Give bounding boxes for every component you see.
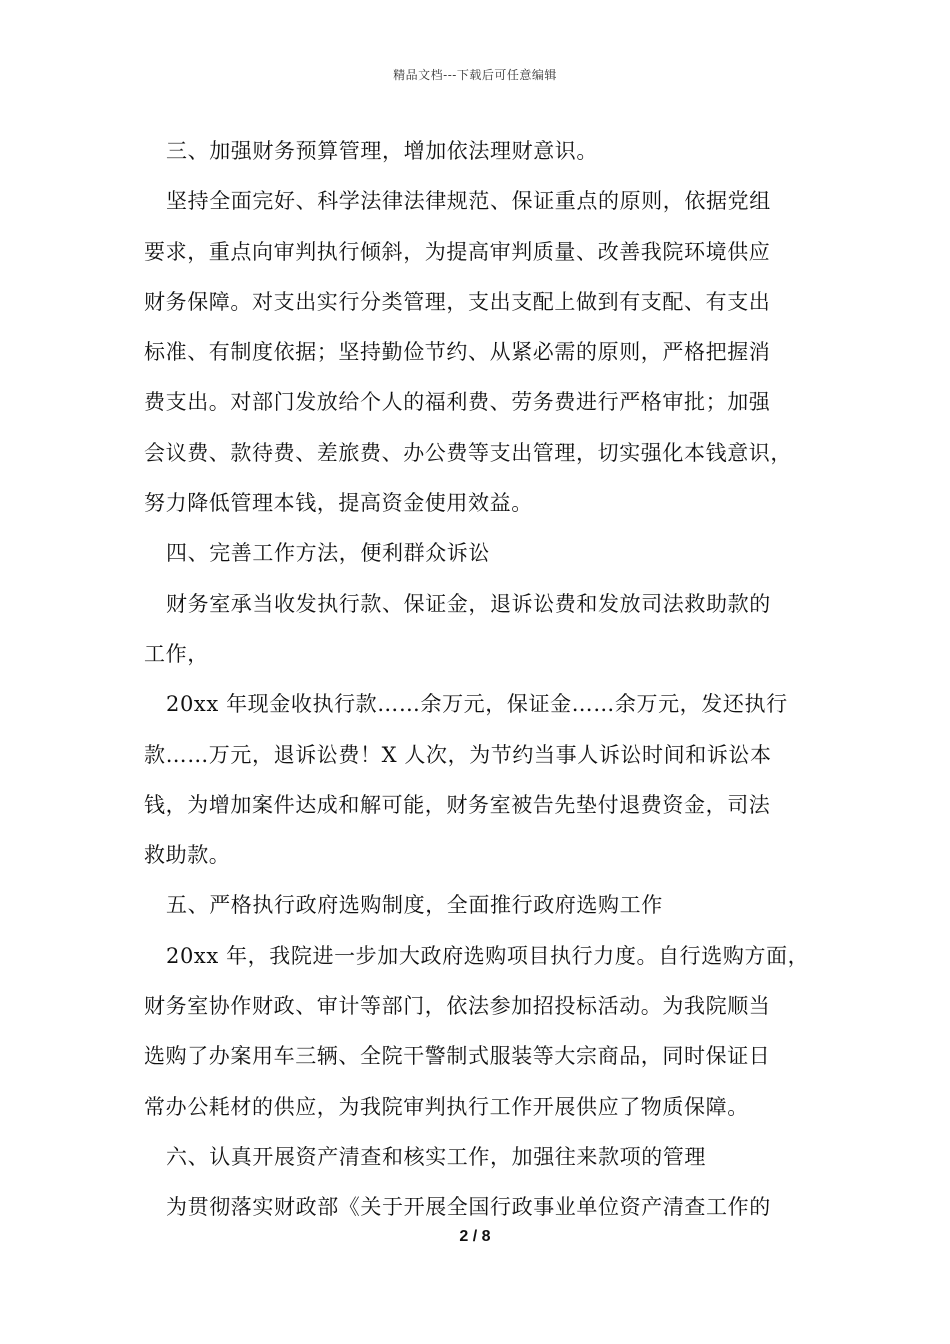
text-line: 财务保障。对支出实行分类管理，支出支配上做到有支配、有支出 — [144, 289, 771, 314]
text-line: 常办公耗材的供应，为我院审判执行工作开展供应了物质保障。 — [144, 1094, 749, 1119]
text-line: 工作， — [144, 641, 209, 666]
text-line: 标准、有制度依据；坚持勤俭节约、从紧必需的原则，严格把握消 — [144, 340, 771, 365]
text-line: 坚持全面完好、科学法律法律规范、保证重点的原则，依据党组 — [166, 189, 771, 214]
text-line: 四、完善工作方法，便利群众诉讼 — [166, 541, 490, 566]
document-body — [144, 126, 824, 1233]
text-line: 六、认真开展资产清查和核实工作，加强往来款项的管理 — [166, 1144, 706, 1169]
text-line: 款……万元，退诉讼费！X 人次，为节约当事人诉讼时间和诉讼本 — [144, 742, 772, 767]
text-line: 20xx 年，我院进一步加大政府选购项目执行力度。自行选购方面， — [166, 943, 810, 968]
text-line: 为贯彻落实财政部《关于开展全国行政事业单位资产清查工作的 — [166, 1195, 771, 1220]
text-line: 五、严格执行政府选购制度，全面推行政府选购工作 — [166, 893, 663, 918]
text-line: 财务室承当收发执行款、保证金，退诉讼费和发放司法救助款的 — [166, 591, 771, 616]
text-line: 努力降低管理本钱，提高资金使用效益。 — [144, 491, 533, 516]
text-line: 20xx 年现金收执行款……余万元，保证金……余万元，发还执行 — [166, 692, 788, 717]
text-line: 选购了办案用车三辆、全院干警制式服装等大宗商品，同时保证日 — [144, 1044, 771, 1069]
text-line: 财务室协作财政、审计等部门，依法参加招投标活动。为我院顺当 — [144, 994, 771, 1019]
text-line: 要求，重点向审判执行倾斜，为提高审判质量、改善我院环境供应 — [144, 239, 771, 264]
text-line: 救助款。 — [144, 843, 231, 868]
text-line: 费支出。对部门发放给个人的福利费、劳务费进行严格审批；加强 — [144, 390, 771, 415]
text-line: 会议费、款待费、差旅费、办公费等支出管理，切实强化本钱意识， — [144, 440, 792, 465]
text-line: 三、加强财务预算管理，增加依法理财意识。 — [166, 139, 598, 163]
text-line: 钱，为增加案件达成和解可能，财务室被告先垫付退费资金，司法 — [144, 792, 771, 817]
page-number: 2 / 8 — [459, 1228, 491, 1245]
page-header: 精品文档---下载后可任意编辑 — [393, 68, 557, 82]
